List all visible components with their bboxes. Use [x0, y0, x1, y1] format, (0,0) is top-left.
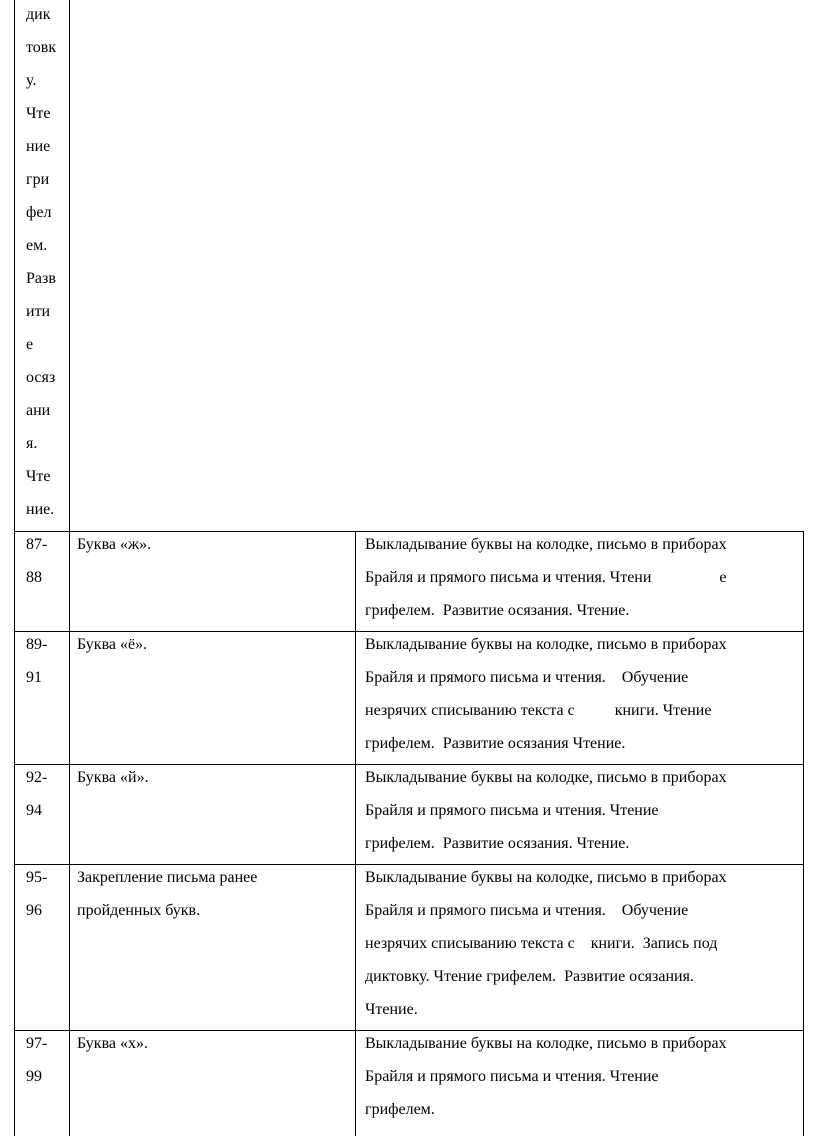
- row-number: 95-: [26, 869, 48, 886]
- table-border-left: [14, 0, 15, 1136]
- row-activity: Выкладывание буквы на колодке, письмо в приборах: [365, 1035, 727, 1052]
- row-separator: [14, 531, 804, 532]
- row-number: 88: [26, 569, 42, 586]
- top-cell-line: ние.: [26, 501, 55, 518]
- row-activity: Выкладывание буквы на колодке, письмо в приборах: [365, 869, 727, 886]
- top-cell-line: дик: [26, 6, 51, 23]
- row-topic: Буква «х».: [77, 1035, 149, 1052]
- row-topic: Буква «й».: [77, 769, 149, 786]
- row-activity: Чтение.: [365, 1001, 418, 1018]
- row-number: 94: [26, 802, 42, 819]
- row-number: 96: [26, 902, 42, 919]
- top-cell-line: осяз: [26, 369, 56, 386]
- row-activity: Выкладывание буквы на колодке, письмо в приборах: [365, 636, 727, 653]
- table-border-num-col: [69, 0, 70, 1136]
- top-cell-line: ние: [26, 138, 51, 155]
- row-activity: Брайля и прямого письма и чтения. Чтени е: [365, 569, 727, 586]
- row-activity: Брайля и прямого письма и чтения. Обучение: [365, 902, 689, 919]
- row-separator: [14, 864, 804, 865]
- row-number: 99: [26, 1068, 42, 1085]
- top-cell-line: е: [26, 336, 34, 353]
- row-topic: Буква «ё».: [77, 636, 148, 653]
- row-separator: [14, 764, 804, 765]
- row-activity: Брайля и прямого письма и чтения. Обучение: [365, 669, 689, 686]
- row-activity: Выкладывание буквы на колодке, письмо в приборах: [365, 769, 727, 786]
- top-cell-line: ем.: [26, 237, 48, 254]
- row-activity: Брайля и прямого письма и чтения. Чтение: [365, 802, 659, 819]
- top-cell-line: я.: [26, 435, 38, 452]
- row-activity: незрячих списыванию текста с книги. Запись под: [365, 935, 718, 952]
- row-number: 87-: [26, 536, 48, 553]
- row-topic: Закрепление письма ранее: [77, 869, 258, 886]
- top-cell-line: товк: [26, 39, 57, 56]
- row-activity: Выкладывание буквы на колодке, письмо в приборах: [365, 536, 727, 553]
- top-cell-line: фел: [26, 204, 52, 221]
- top-cell-line: Чте: [26, 468, 51, 485]
- row-activity: диктовку. Чтение грифелем. Развитие осязания.: [365, 968, 694, 985]
- top-cell-line: ани: [26, 402, 51, 419]
- row-number: 91: [26, 669, 42, 686]
- row-number: 89-: [26, 636, 48, 653]
- row-topic: Буква «ж».: [77, 536, 152, 553]
- row-activity: Брайля и прямого письма и чтения. Чтение: [365, 1068, 659, 1085]
- table-border-right: [803, 531, 804, 1136]
- row-activity: грифелем. Развитие осязания. Чтение.: [365, 835, 630, 852]
- row-activity: грифелем.: [365, 1101, 435, 1118]
- row-topic: пройденных букв.: [77, 902, 201, 919]
- top-cell-line: у.: [26, 72, 37, 89]
- top-cell-line: Чте: [26, 105, 51, 122]
- top-cell-line: Разв: [26, 270, 56, 287]
- row-number: 92-: [26, 769, 48, 786]
- row-activity: грифелем. Развитие осязания. Чтение.: [365, 602, 630, 619]
- table-border-topic-col: [355, 531, 356, 1136]
- lesson-plan-table: [14, 0, 804, 1136]
- row-number: 97-: [26, 1035, 48, 1052]
- row-separator: [14, 1030, 804, 1031]
- top-cell-line: гри: [26, 171, 50, 188]
- row-separator: [14, 631, 804, 632]
- row-activity: незрячих списыванию текста с книги. Чтение: [365, 702, 712, 719]
- top-cell-line: ити: [26, 303, 51, 320]
- row-activity: грифелем. Развитие осязания Чтение.: [365, 735, 626, 752]
